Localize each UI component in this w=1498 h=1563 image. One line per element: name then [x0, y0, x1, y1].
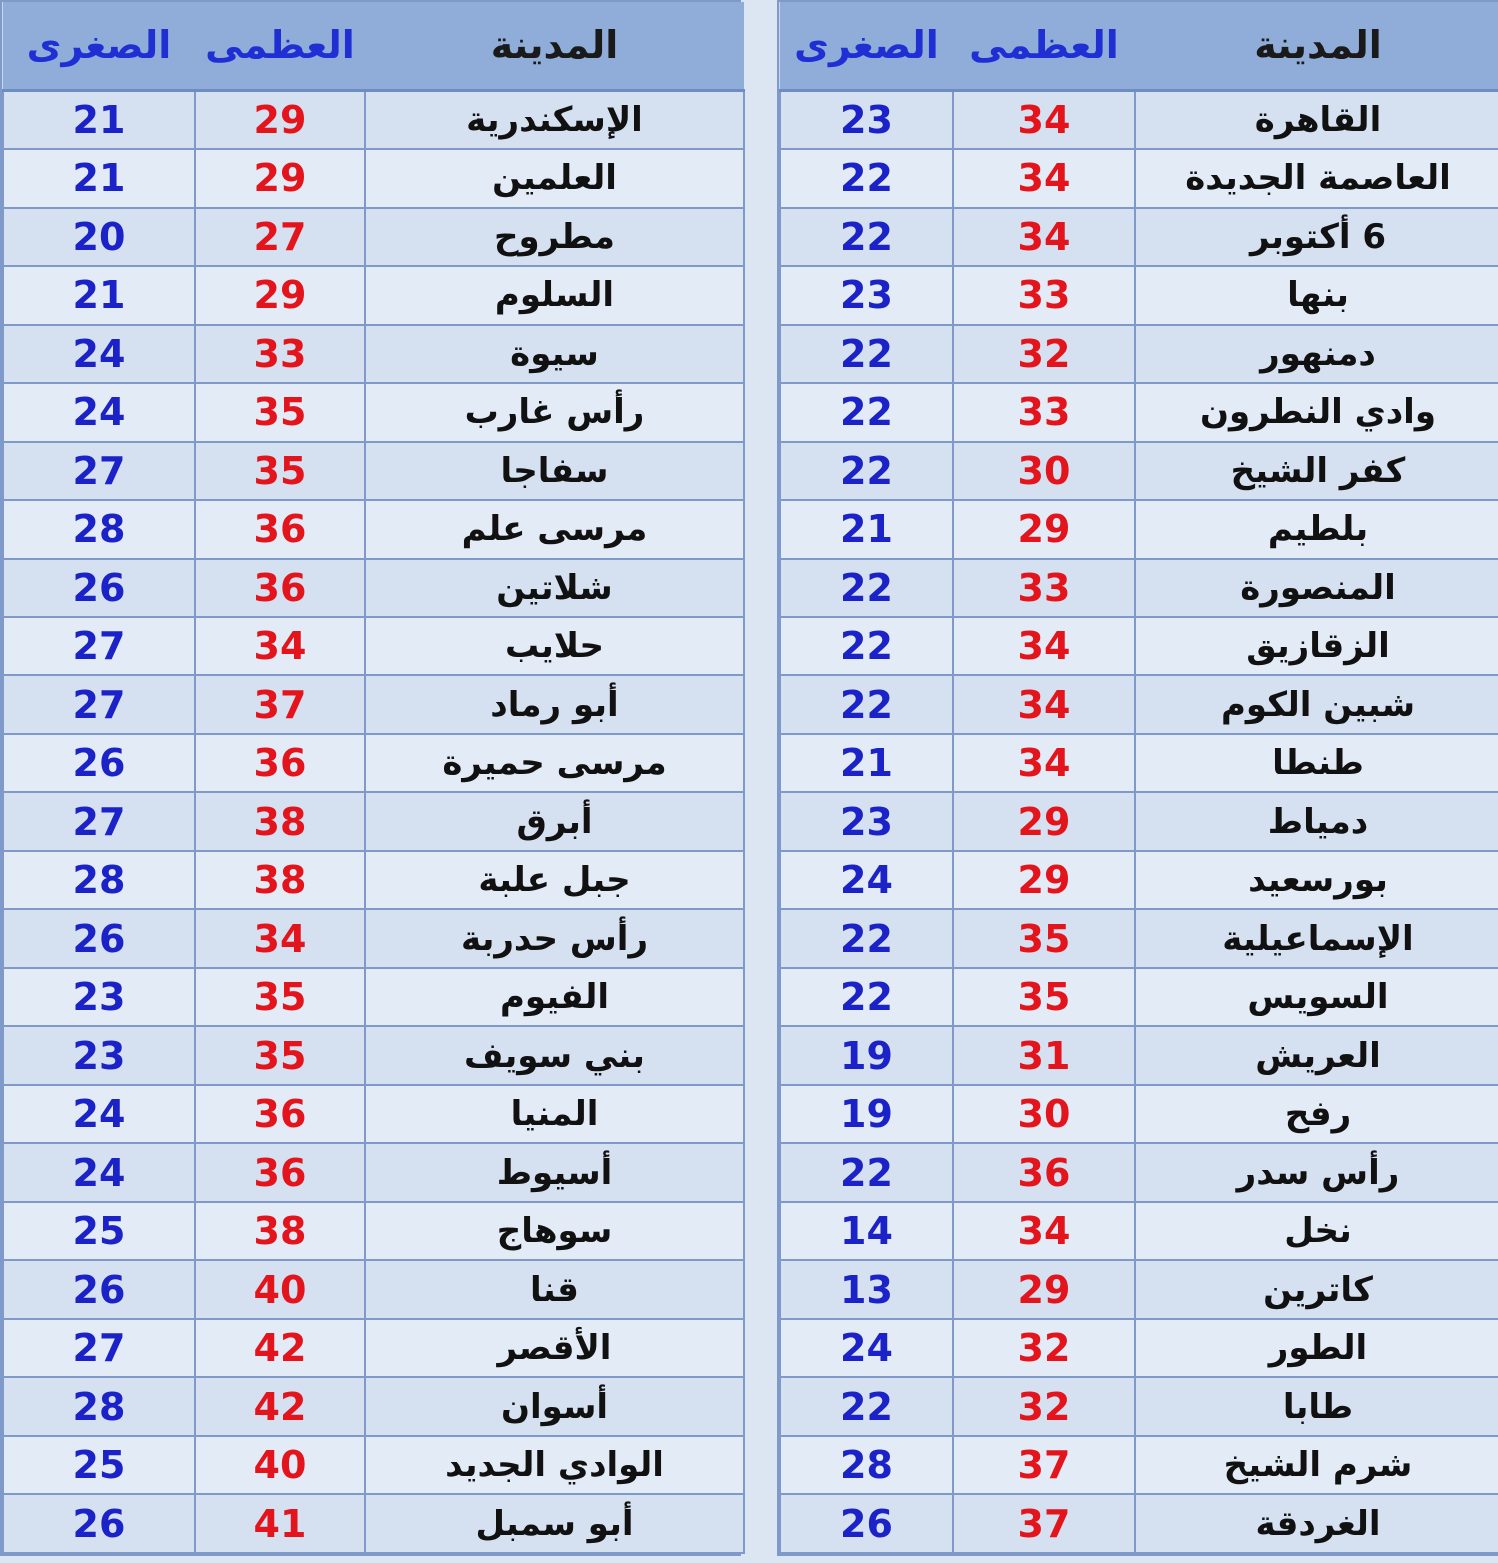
city-name-cell: جبل علبة	[365, 851, 744, 909]
max-temp-cell: 29	[195, 149, 365, 207]
city-name-cell: سيوة	[365, 325, 744, 383]
max-temp-cell: 31	[953, 1026, 1135, 1084]
city-name-cell: القاهرة	[1135, 90, 1498, 149]
city-name-cell: قنا	[365, 1260, 744, 1318]
min-temp-cell: 24	[3, 1085, 195, 1143]
table-row	[780, 90, 1498, 149]
city-name-cell: شلاتين	[365, 559, 744, 617]
city-name-cell: الوادي الجديد	[365, 1436, 744, 1494]
max-temp-cell: 29	[195, 90, 365, 149]
city-name-cell: مطروح	[365, 208, 744, 266]
city-name-cell: وادي النطرون	[1135, 383, 1498, 441]
min-temp-cell: 24	[780, 1319, 953, 1377]
min-temp-cell: 27	[3, 675, 195, 733]
table-row	[780, 1377, 1498, 1435]
min-temp-cell: 22	[780, 1377, 953, 1435]
table-row	[3, 792, 744, 850]
city-name-cell: طنطا	[1135, 734, 1498, 792]
city-name-cell: مرسى علم	[365, 500, 744, 558]
min-temp-cell: 27	[3, 792, 195, 850]
max-temp-cell: 42	[195, 1377, 365, 1435]
min-temp-header: الصغرى	[780, 2, 953, 90]
table-row	[780, 1494, 1498, 1553]
right-temperature-table	[779, 2, 1498, 1554]
max-temp-cell: 30	[953, 442, 1135, 500]
city-name-cell: بلطيم	[1135, 500, 1498, 558]
table-row	[3, 1436, 744, 1494]
table-row	[3, 1260, 744, 1318]
max-temp-cell: 34	[953, 208, 1135, 266]
table-row	[780, 792, 1498, 850]
table-row	[3, 1319, 744, 1377]
city-name-cell: المنصورة	[1135, 559, 1498, 617]
city-name-cell: العريش	[1135, 1026, 1498, 1084]
table-row	[780, 500, 1498, 558]
table-row	[3, 617, 744, 675]
city-header: المدينة	[365, 2, 744, 90]
max-temp-cell: 33	[195, 325, 365, 383]
min-temp-cell: 23	[3, 1026, 195, 1084]
max-temp-cell: 36	[195, 1143, 365, 1201]
city-name-cell: أبو رماد	[365, 675, 744, 733]
city-name-cell: الزقازيق	[1135, 617, 1498, 675]
min-temp-cell: 13	[780, 1260, 953, 1318]
max-temp-cell: 36	[195, 734, 365, 792]
city-name-cell: الطور	[1135, 1319, 1498, 1377]
max-temp-cell: 33	[953, 266, 1135, 324]
city-name-cell: أبرق	[365, 792, 744, 850]
min-temp-cell: 27	[3, 442, 195, 500]
city-name-cell: سوهاج	[365, 1202, 744, 1260]
min-temp-cell: 21	[3, 149, 195, 207]
city-name-cell: نخل	[1135, 1202, 1498, 1260]
table-row	[780, 1026, 1498, 1084]
table-row	[3, 1143, 744, 1201]
min-temp-cell: 22	[780, 909, 953, 967]
city-name-cell: كاترين	[1135, 1260, 1498, 1318]
min-temp-cell: 22	[780, 383, 953, 441]
table-row	[3, 734, 744, 792]
max-temp-cell: 30	[953, 1085, 1135, 1143]
max-temp-cell: 40	[195, 1436, 365, 1494]
table-row	[3, 325, 744, 383]
table-row	[780, 968, 1498, 1026]
table-row	[3, 1026, 744, 1084]
min-temp-cell: 24	[3, 1143, 195, 1201]
min-temp-cell: 23	[3, 968, 195, 1026]
max-temp-cell: 36	[195, 500, 365, 558]
max-temp-cell: 36	[195, 1085, 365, 1143]
max-temp-cell: 36	[195, 559, 365, 617]
max-temp-header: العظمى	[953, 2, 1135, 90]
max-temp-cell: 34	[953, 1202, 1135, 1260]
table-row	[780, 851, 1498, 909]
min-temp-cell: 26	[3, 734, 195, 792]
max-temp-cell: 37	[953, 1494, 1135, 1553]
min-temp-cell: 22	[780, 675, 953, 733]
max-temp-cell: 34	[953, 675, 1135, 733]
table-row	[3, 559, 744, 617]
min-temp-cell: 27	[3, 1319, 195, 1377]
min-temp-cell: 21	[3, 90, 195, 149]
table-row	[780, 149, 1498, 207]
min-temp-cell: 23	[780, 266, 953, 324]
max-temp-cell: 42	[195, 1319, 365, 1377]
min-temp-header: الصغرى	[3, 2, 195, 90]
max-temp-cell: 35	[195, 1026, 365, 1084]
min-temp-cell: 26	[3, 1260, 195, 1318]
city-name-cell: أبو سمبل	[365, 1494, 744, 1553]
min-temp-cell: 22	[780, 617, 953, 675]
table-row	[780, 559, 1498, 617]
max-temp-cell: 34	[953, 149, 1135, 207]
max-temp-cell: 32	[953, 1319, 1135, 1377]
max-temp-cell: 29	[195, 266, 365, 324]
min-temp-cell: 21	[3, 266, 195, 324]
min-temp-cell: 22	[780, 442, 953, 500]
table-row	[3, 149, 744, 207]
max-temp-cell: 29	[953, 792, 1135, 850]
table-row	[780, 442, 1498, 500]
city-name-cell: شرم الشيخ	[1135, 1436, 1498, 1494]
city-name-cell: بني سويف	[365, 1026, 744, 1084]
min-temp-cell: 19	[780, 1026, 953, 1084]
max-temp-cell: 38	[195, 851, 365, 909]
max-temp-cell: 35	[953, 968, 1135, 1026]
min-temp-cell: 22	[780, 968, 953, 1026]
table-row	[3, 442, 744, 500]
table-row	[780, 1085, 1498, 1143]
table-header-row	[780, 2, 1498, 90]
min-temp-cell: 20	[3, 208, 195, 266]
city-name-cell: السويس	[1135, 968, 1498, 1026]
city-name-cell: رأس حدربة	[365, 909, 744, 967]
min-temp-cell: 28	[3, 500, 195, 558]
city-name-cell: الفيوم	[365, 968, 744, 1026]
max-temp-cell: 34	[953, 734, 1135, 792]
city-name-cell: السلوم	[365, 266, 744, 324]
city-name-cell: أسيوط	[365, 1143, 744, 1201]
table-row	[780, 208, 1498, 266]
city-name-cell: دمنهور	[1135, 325, 1498, 383]
max-temp-cell: 33	[953, 383, 1135, 441]
city-name-cell: رأس سدر	[1135, 1143, 1498, 1201]
city-name-cell: شبين الكوم	[1135, 675, 1498, 733]
min-temp-cell: 22	[780, 208, 953, 266]
city-name-cell: طابا	[1135, 1377, 1498, 1435]
min-temp-cell: 22	[780, 1143, 953, 1201]
min-temp-cell: 24	[3, 383, 195, 441]
min-temp-cell: 22	[780, 325, 953, 383]
right-temperature-table-panel	[777, 0, 1498, 1556]
min-temp-cell: 23	[780, 792, 953, 850]
min-temp-cell: 25	[3, 1436, 195, 1494]
max-temp-cell: 29	[953, 500, 1135, 558]
city-name-cell: مرسى حميرة	[365, 734, 744, 792]
max-temp-cell: 32	[953, 1377, 1135, 1435]
table-row	[3, 1377, 744, 1435]
min-temp-cell: 27	[3, 617, 195, 675]
table-row	[780, 1260, 1498, 1318]
max-temp-cell: 32	[953, 325, 1135, 383]
table-row	[3, 1085, 744, 1143]
min-temp-cell: 22	[780, 559, 953, 617]
max-temp-cell: 38	[195, 792, 365, 850]
city-name-cell: العاصمة الجديدة	[1135, 149, 1498, 207]
table-row	[3, 208, 744, 266]
city-name-cell: الإسكندرية	[365, 90, 744, 149]
city-name-cell: الإسماعيلية	[1135, 909, 1498, 967]
min-temp-cell: 23	[780, 90, 953, 149]
table-row	[3, 968, 744, 1026]
city-name-cell: كفر الشيخ	[1135, 442, 1498, 500]
table-row	[780, 734, 1498, 792]
max-temp-header: العظمى	[195, 2, 365, 90]
table-row	[780, 1319, 1498, 1377]
max-temp-cell: 37	[953, 1436, 1135, 1494]
max-temp-cell: 41	[195, 1494, 365, 1553]
city-name-cell: رأس غارب	[365, 383, 744, 441]
min-temp-cell: 28	[3, 851, 195, 909]
max-temp-cell: 34	[953, 617, 1135, 675]
max-temp-cell: 35	[195, 968, 365, 1026]
max-temp-cell: 34	[195, 909, 365, 967]
table-row	[780, 325, 1498, 383]
city-name-cell: الأقصر	[365, 1319, 744, 1377]
city-name-cell: أسوان	[365, 1377, 744, 1435]
max-temp-cell: 29	[953, 1260, 1135, 1318]
city-header: المدينة	[1135, 2, 1498, 90]
table-row	[3, 1202, 744, 1260]
city-name-cell: دمياط	[1135, 792, 1498, 850]
max-temp-cell: 38	[195, 1202, 365, 1260]
min-temp-cell: 24	[3, 325, 195, 383]
table-row	[780, 675, 1498, 733]
table-row	[780, 1202, 1498, 1260]
table-row	[3, 909, 744, 967]
city-name-cell: بنها	[1135, 266, 1498, 324]
max-temp-cell: 33	[953, 559, 1135, 617]
max-temp-cell: 37	[195, 675, 365, 733]
city-name-cell: سفاجا	[365, 442, 744, 500]
min-temp-cell: 21	[780, 734, 953, 792]
city-name-cell: حلايب	[365, 617, 744, 675]
max-temp-cell: 29	[953, 851, 1135, 909]
max-temp-cell: 36	[953, 1143, 1135, 1201]
left-temperature-table-panel	[0, 0, 741, 1556]
table-header-row	[3, 2, 744, 90]
min-temp-cell: 26	[3, 559, 195, 617]
min-temp-cell: 24	[780, 851, 953, 909]
table-row	[3, 90, 744, 149]
min-temp-cell: 25	[3, 1202, 195, 1260]
max-temp-cell: 40	[195, 1260, 365, 1318]
table-row	[780, 1143, 1498, 1201]
city-name-cell: رفح	[1135, 1085, 1498, 1143]
min-temp-cell: 28	[780, 1436, 953, 1494]
city-name-cell: 6 أكتوبر	[1135, 208, 1498, 266]
city-name-cell: المنيا	[365, 1085, 744, 1143]
table-row	[3, 675, 744, 733]
max-temp-cell: 35	[195, 383, 365, 441]
min-temp-cell: 21	[780, 500, 953, 558]
left-temperature-table	[2, 2, 745, 1554]
city-name-cell: العلمين	[365, 149, 744, 207]
max-temp-cell: 35	[953, 909, 1135, 967]
max-temp-cell: 34	[953, 90, 1135, 149]
min-temp-cell: 26	[3, 909, 195, 967]
max-temp-cell: 34	[195, 617, 365, 675]
table-row	[3, 383, 744, 441]
min-temp-cell: 26	[3, 1494, 195, 1553]
min-temp-cell: 19	[780, 1085, 953, 1143]
min-temp-cell: 28	[3, 1377, 195, 1435]
max-temp-cell: 27	[195, 208, 365, 266]
min-temp-cell: 22	[780, 149, 953, 207]
min-temp-cell: 26	[780, 1494, 953, 1553]
table-row	[780, 909, 1498, 967]
table-row	[3, 266, 744, 324]
table-row	[3, 1494, 744, 1553]
max-temp-cell: 35	[195, 442, 365, 500]
city-name-cell: بورسعيد	[1135, 851, 1498, 909]
table-row	[3, 851, 744, 909]
table-row	[780, 266, 1498, 324]
min-temp-cell: 14	[780, 1202, 953, 1260]
table-row	[3, 500, 744, 558]
table-row	[780, 383, 1498, 441]
table-row	[780, 617, 1498, 675]
table-row	[780, 1436, 1498, 1494]
city-name-cell: الغردقة	[1135, 1494, 1498, 1553]
